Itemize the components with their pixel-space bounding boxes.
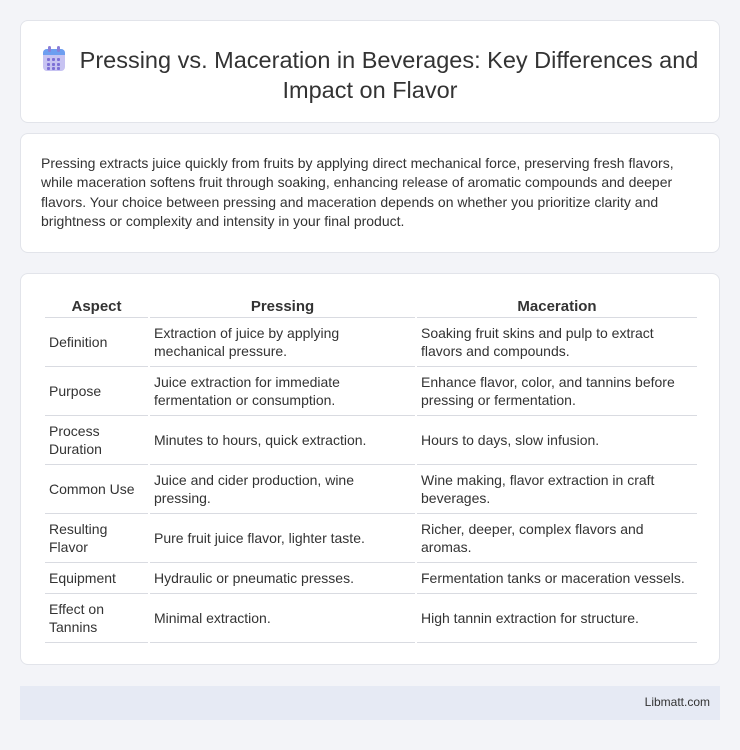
comparison-table bbox=[43, 296, 699, 643]
page-title: Pressing vs. Maceration in Beverages: Key Differences and Impact on Flavor bbox=[79, 47, 699, 103]
cell-aspect: Equipment bbox=[45, 563, 148, 594]
cell-pressing: Juice and cider production, wine pressing. bbox=[150, 465, 415, 514]
footer-site-link[interactable]: Libmatt.com bbox=[644, 695, 710, 709]
cell-aspect: Definition bbox=[45, 318, 148, 367]
table-header-row bbox=[45, 296, 697, 318]
cell-maceration: Fermentation tanks or maceration vessels. bbox=[417, 563, 697, 594]
cell-aspect: Common Use bbox=[45, 465, 148, 514]
cell-maceration: Hours to days, slow infusion. bbox=[417, 416, 697, 465]
cell-aspect: Resulting Flavor bbox=[45, 514, 148, 563]
cell-maceration: Enhance flavor, color, and tannins before pressing or fermentation. bbox=[417, 367, 697, 416]
cell-pressing: Pure fruit juice flavor, lighter taste. bbox=[150, 514, 415, 563]
cell-aspect: Purpose bbox=[45, 367, 148, 416]
cell-pressing: Minutes to hours, quick extraction. bbox=[150, 416, 415, 465]
cell-pressing: Extraction of juice by applying mechanical pressure. bbox=[150, 318, 415, 367]
title-card bbox=[20, 20, 720, 123]
header-maceration: Maceration bbox=[417, 296, 697, 318]
cell-pressing: Juice extraction for immediate fermentation or consumption. bbox=[150, 367, 415, 416]
cell-aspect: Effect on Tannins bbox=[45, 594, 148, 643]
table-row bbox=[45, 465, 697, 514]
cell-maceration: Richer, deeper, complex flavors and aromas. bbox=[417, 514, 697, 563]
footer bbox=[20, 686, 720, 720]
cell-pressing: Minimal extraction. bbox=[150, 594, 415, 643]
table-row bbox=[45, 514, 697, 563]
cell-aspect: Process Duration bbox=[45, 416, 148, 465]
cell-maceration: High tannin extraction for structure. bbox=[417, 594, 697, 643]
header-aspect: Aspect bbox=[45, 296, 148, 318]
header-pressing: Pressing bbox=[150, 296, 415, 318]
calendar-icon bbox=[42, 46, 66, 72]
cell-pressing: Hydraulic or pneumatic presses. bbox=[150, 563, 415, 594]
page-title-container bbox=[21, 45, 719, 105]
cell-maceration: Wine making, flavor extraction in craft beverages. bbox=[417, 465, 697, 514]
intro-card bbox=[20, 133, 720, 253]
table-row bbox=[45, 594, 697, 643]
table-row bbox=[45, 367, 697, 416]
table-row bbox=[45, 563, 697, 594]
table-row bbox=[45, 416, 697, 465]
cell-maceration: Soaking fruit skins and pulp to extract flavors and compounds. bbox=[417, 318, 697, 367]
comparison-card bbox=[20, 273, 720, 665]
intro-paragraph: Pressing extracts juice quickly from fruits by applying direct mechanical force, preserving fresh flavors, while maceration softens fruit through soaking, enhancing release of aromatic compounds and deeper flavors. Your choice between pressing and maceration depends on whether you prioritize clarity and brightness or complexity and intensity in your final product. bbox=[41, 155, 674, 229]
table-row bbox=[45, 318, 697, 367]
